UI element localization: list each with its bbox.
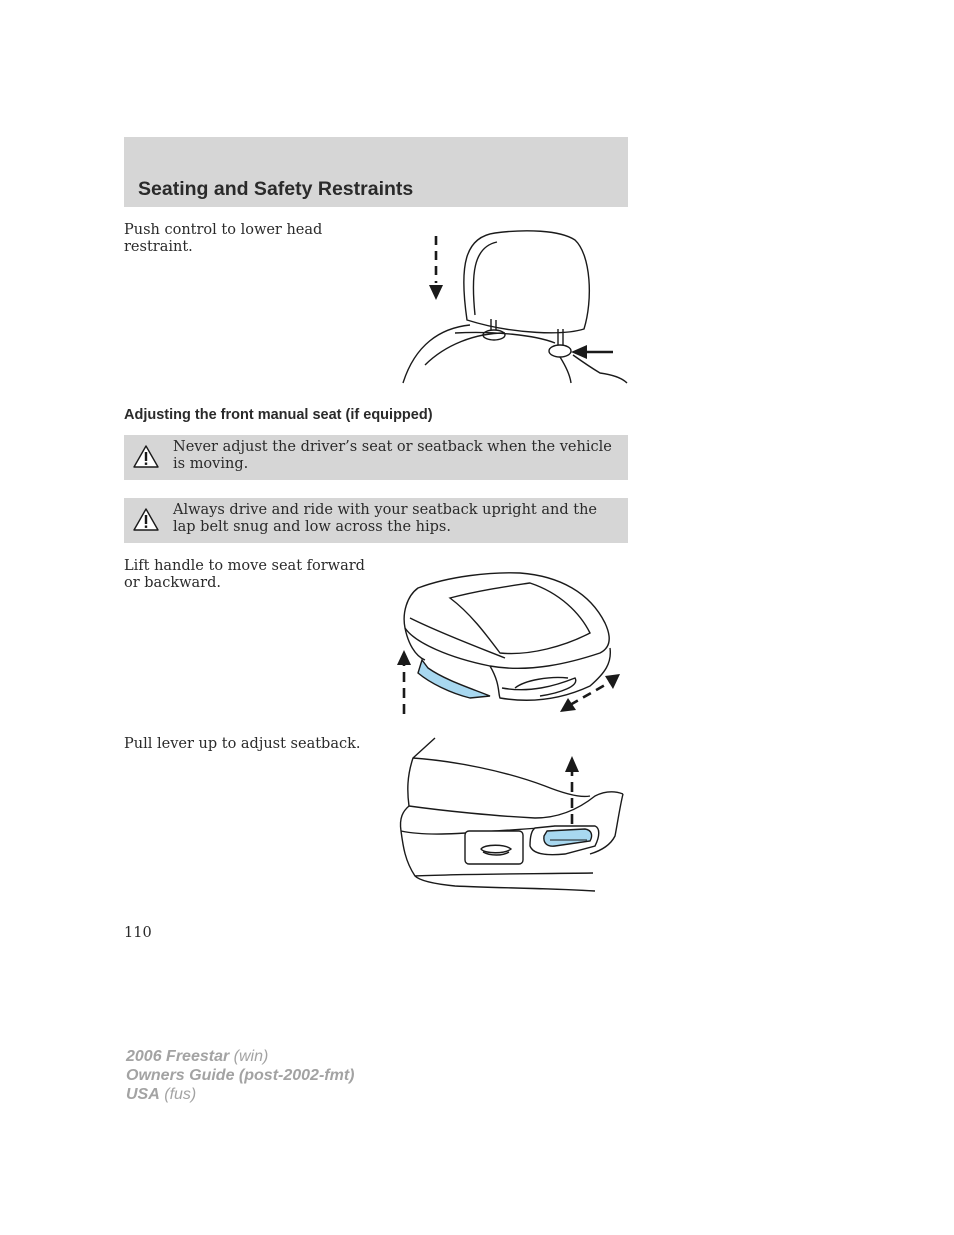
- footer-line-1: [126, 1047, 354, 1066]
- footer-guide-type: Owners Guide (post-2002-fmt): [126, 1067, 355, 1084]
- lift-handle-instruction: Lift handle to move seat forward or backward.: [124, 558, 365, 591]
- section-header-band: [124, 137, 628, 207]
- footer-market: USA: [126, 1086, 160, 1103]
- footer-line-2: [126, 1066, 354, 1085]
- section-title: Seating and Safety Restraints: [138, 178, 414, 200]
- seatback-lever-illustration: [395, 736, 630, 898]
- warning-box: [124, 498, 628, 543]
- subheading-adjust-front-seat: Adjusting the front manual seat (if equipped): [124, 407, 433, 423]
- footer-market-code: (fus): [164, 1086, 197, 1103]
- warning-text: Never adjust the driver’s seat or seatback when the vehicle is moving.: [173, 439, 612, 472]
- warning-triangle-icon: [132, 506, 160, 534]
- footer-model-code: (win): [233, 1048, 269, 1065]
- footer-model: 2006 Freestar: [126, 1048, 230, 1065]
- warning-box: [124, 435, 628, 480]
- pull-lever-instruction: Pull lever up to adjust seatback.: [124, 736, 361, 752]
- warning-text: Always drive and ride with your seatback upright and the lap belt snug and low across the hips.: [173, 502, 597, 535]
- document-footer: [126, 1047, 354, 1104]
- page-number: 110: [124, 925, 152, 941]
- head-restraint-illustration: [395, 225, 635, 387]
- seat-cushion-illustration: [390, 568, 630, 720]
- footer-line-3: [126, 1085, 354, 1104]
- warning-triangle-icon: [132, 443, 160, 471]
- head-restraint-instruction: Push control to lower head restraint.: [124, 222, 323, 255]
